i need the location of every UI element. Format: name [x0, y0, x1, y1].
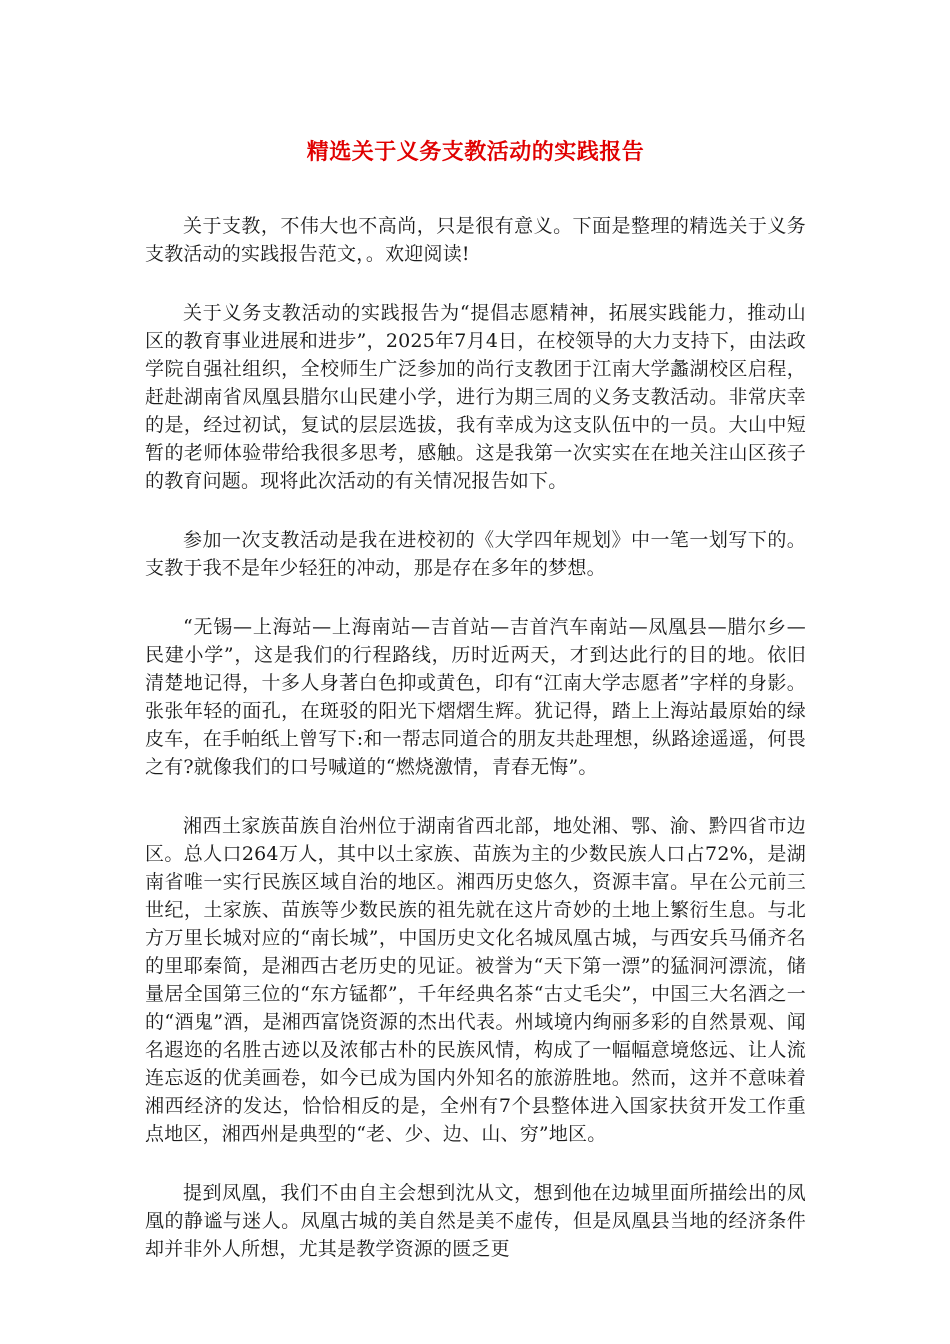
document-title: 精选关于义务支教活动的实践报告: [306, 140, 645, 165]
paragraph-journey: “无锡—上海站—上海南站—吉首站—吉首汽车南站—凤凰县—腊尔乡—民建小学”，这是我们的行程路线，历时近两天，才到达此行的目的地。依旧清楚地记得，十多人身著白色抑或黄色，印有“江南大学志愿者”字样的身影。张张年轻的面孔，在斑驳的阳光下熠熠生辉。犹记得，踏上上海站最原始的绿皮车，在手帕纸上曾写下:和一帮志同道合的朋友共赴理想，纵路途遥遥，何畏之有?就像我们的口号喊道的“燃烧激情，青春无悔”。: [145, 616, 806, 778]
paragraph-overview: 关于义务支教活动的实践报告为“提倡志愿精神，拓展实践能力，推动山区的教育事业进展和进步”，2025年7月4日，在校领导的大力支持下，由法政学院自强社组织，全校师生广泛参加的尚行支教团于江南大学蠡湖校区启程，赶赴湖南省凤凰县腊尔山民建小学，进行为期三周的义务支教活动。非常庆幸的是，经过初试，复试的层层选拔，我有幸成为这支队伍中的一员。大山中短暂的老师体验带给我很多思考，感触。这是我第一次实实在在地关注山区孩子的教育问题。现将此次活动的有关情况报告如下。: [145, 302, 806, 492]
paragraph-xiangxi: 湘西土家族苗族自治州位于湖南省西北部，地处湘、鄂、渝、黔四省市边区。总人口264万人，其中以土家族、苗族为主的少数民族人口占72%，是湖南省唯一实行民族区域自治的地区。湘西历史悠久，资源丰富。早在公元前三世纪，土家族、苗族等少数民族的祖先就在这片奇妙的土地上繁衍生息。与北方万里长城对应的“南长城”，中国历史文化名城凤凰古城，与西安兵马俑齐名的里耶秦简，是湘西古老历史的见证。被誉为“天下第一漂”的猛洞河漂流，储量居全国第三位的“东方锰都”，千年经典名茶“古丈毛尖”，中国三大名酒之一的“酒鬼”酒，是湘西富饶资源的杰出代表。州域境内绚丽多彩的自然景观、闻名遐迩的名胜古迹以及浓郁古朴的民族风情，构成了一幅幅意境悠远、让人流连忘返的优美画卷，如今已成为国内外知名的旅游胜地。然而，这并不意味着湘西经济的发达，恰恰相反的是，全州有7个县整体进入国家扶贫开发工作重点地区，湘西州是典型的“老、少、边、山、穷”地区。: [145, 815, 806, 1145]
paragraph-fenghuang: 提到凤凰，我们不由自主会想到沈从文，想到他在边城里面所描绘出的凤凰的静谧与迷人。凤凰古城的美自然是美不虚传，但是凤凰县当地的经济条件却并非外人所想，尤其是教学资源的匮乏更: [145, 1182, 806, 1260]
paragraph-intro: 关于支教，不伟大也不高尚，只是很有意义。下面是整理的精选关于义务支教活动的实践报告范文，。欢迎阅读!: [145, 215, 806, 265]
paragraph-dream: 参加一次支教活动是我在进校初的《大学四年规划》中一笔一划写下的。支教于我不是年少轻狂的冲动，那是存在多年的梦想。: [145, 529, 806, 579]
